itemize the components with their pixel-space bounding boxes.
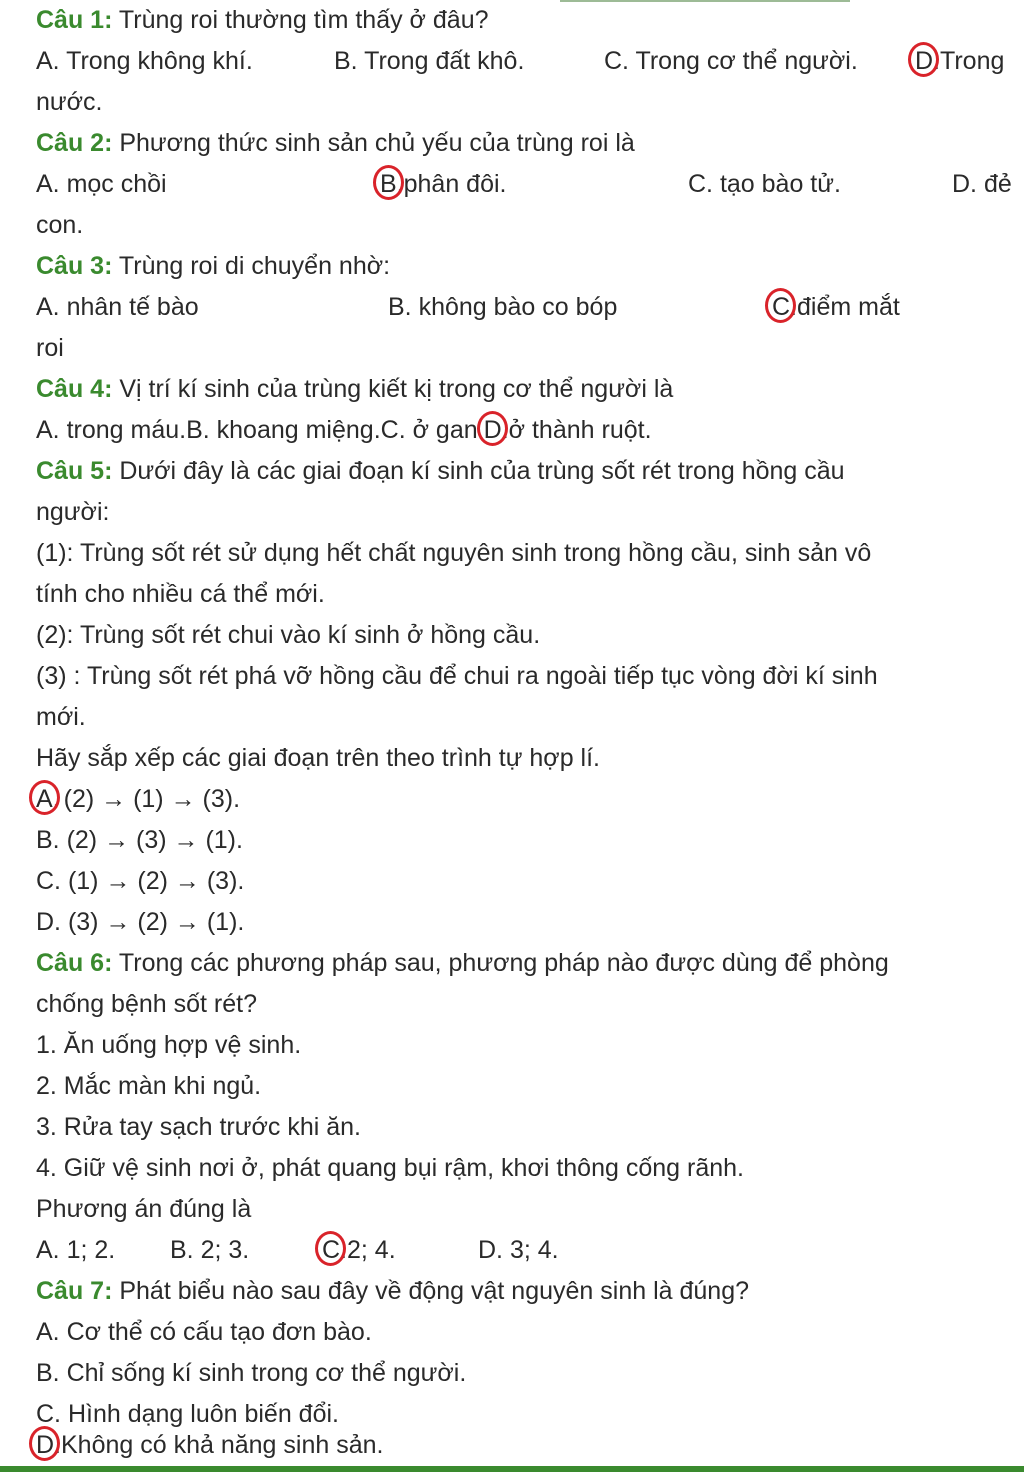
question-3-continuation bbox=[0, 328, 1024, 369]
question-2-continuation bbox=[0, 205, 1024, 246]
question-2-option-b bbox=[380, 164, 507, 205]
question-7-option-c: C. Hình dạng luôn biến đổi. bbox=[36, 1400, 339, 1428]
question-2-option-d: D. đẻ bbox=[952, 170, 1012, 198]
question-1-options bbox=[0, 41, 1024, 82]
question-1-option-d-text: Trong bbox=[940, 47, 1005, 75]
method-3-text: 3. Rửa tay sạch trước khi ăn. bbox=[36, 1113, 361, 1141]
question-4-option-d-text: ở thành ruột. bbox=[508, 416, 652, 444]
stage-1-text-cont: tính cho nhiều cá thể mới. bbox=[36, 580, 325, 608]
question-7-text: Phát biểu nào sau đây về động vật nguyên sinh là đúng? bbox=[112, 1277, 750, 1305]
question-2-text: Phương thức sinh sản chủ yếu của trùng roi là bbox=[112, 129, 635, 157]
question-2-line bbox=[0, 123, 1024, 164]
question-2-option-a: A. mọc chồi bbox=[36, 170, 167, 198]
method-4-text: 4. Giữ vệ sinh nơi ở, phát quang bụi rậm, khơi thông cống rãnh. bbox=[36, 1154, 744, 1182]
question-3-options bbox=[0, 287, 1024, 328]
question-4-options-abc: A. trong máu.B. khoang miệng.C. ở gan bbox=[36, 416, 478, 444]
question-2-option-d-cont: con. bbox=[36, 211, 84, 239]
question-7 bbox=[36, 1271, 749, 1312]
question-5-stage-1 bbox=[0, 533, 1024, 574]
question-7-option-d-line bbox=[0, 1425, 1024, 1466]
question-4-options-row bbox=[36, 410, 652, 451]
question-3-option-c-cont: roi bbox=[36, 334, 64, 362]
question-2-option-c: C. tạo bào tử. bbox=[688, 170, 841, 198]
question-6-method-3 bbox=[0, 1107, 1024, 1148]
question-5-stage-3-cont bbox=[0, 697, 1024, 738]
question-6-method-2 bbox=[0, 1066, 1024, 1107]
question-2 bbox=[36, 123, 635, 164]
question-6-text: Trong các phương pháp sau, phương pháp nào được dùng để phòng bbox=[112, 949, 889, 977]
question-4-label: Câu 4: bbox=[36, 375, 113, 403]
question-6-option-d: D. 3; 4. bbox=[478, 1236, 559, 1264]
question-6-line bbox=[0, 943, 1024, 984]
answer-circle: B. bbox=[380, 164, 404, 205]
question-5-text: Dưới đây là các giai đoạn kí sinh của trùng sốt rét trong hồng cầu bbox=[112, 457, 845, 485]
question-1 bbox=[36, 0, 489, 41]
question-5-line bbox=[0, 451, 1024, 492]
answer-circle: C. bbox=[772, 287, 797, 328]
method-1-text: 1. Ăn uống hợp vệ sinh. bbox=[36, 1031, 302, 1059]
question-5-stage-3 bbox=[0, 656, 1024, 697]
question-5-option-a-line bbox=[0, 779, 1024, 820]
question-6-label: Câu 6: bbox=[36, 949, 113, 977]
question-3-option-c bbox=[772, 287, 900, 328]
method-2-text: 2. Mắc màn khi ngủ. bbox=[36, 1072, 262, 1100]
question-3-option-c-text: điểm mắt bbox=[797, 293, 900, 321]
question-5-option-d-line bbox=[0, 902, 1024, 943]
question-1-text: Trùng roi thường tìm thấy ở đâu? bbox=[112, 6, 489, 34]
question-5-label: Câu 5: bbox=[36, 457, 113, 485]
question-7-option-d bbox=[36, 1425, 383, 1466]
stage-3-text-cont: mới. bbox=[36, 703, 86, 731]
question-1-label: Câu 1: bbox=[36, 6, 113, 34]
question-5-line-2 bbox=[0, 492, 1024, 533]
stage-2-text: (2): Trùng sốt rét chui vào kí sinh ở hồng cầu. bbox=[36, 621, 541, 649]
question-1-line bbox=[0, 0, 1024, 41]
question-5-stage-2 bbox=[0, 615, 1024, 656]
question-2-options bbox=[0, 164, 1024, 205]
question-5-option-b: B. (2) → (3) → (1). bbox=[36, 826, 243, 854]
question-3-option-a: A. nhân tế bào bbox=[36, 293, 199, 321]
question-6-method-4 bbox=[0, 1148, 1024, 1189]
question-4-line bbox=[0, 369, 1024, 410]
answer-circle: D. bbox=[484, 410, 509, 451]
question-3-option-b: B. không bào co bóp bbox=[388, 293, 618, 321]
question-7-option-a: A. Cơ thể có cấu tạo đơn bào. bbox=[36, 1318, 372, 1346]
question-1-continuation bbox=[0, 82, 1024, 123]
answer-circle: C. bbox=[322, 1230, 347, 1271]
question-1-option-c: C. Trong cơ thể người. bbox=[604, 47, 858, 75]
question-6-prompt bbox=[0, 1189, 1024, 1230]
answer-circle: A. bbox=[36, 779, 60, 820]
question-6-options bbox=[0, 1230, 1024, 1271]
stage-3-text: (3) : Trùng sốt rét phá vỡ hồng cầu để chui ra ngoài tiếp tục vòng đời kí sinh bbox=[36, 662, 878, 690]
question-3-line bbox=[0, 246, 1024, 287]
question-6-prompt-text: Phương án đúng là bbox=[36, 1195, 252, 1223]
question-4-options bbox=[0, 410, 1024, 451]
question-4-text: Vị trí kí sinh của trùng kiết kị trong cơ thể người là bbox=[112, 375, 674, 403]
question-3 bbox=[36, 246, 390, 287]
stage-1-text: (1): Trùng sốt rét sử dụng hết chất nguyên sinh trong hồng cầu, sinh sản vô bbox=[36, 539, 872, 567]
question-5-option-a-text: (2) → (1) → (3). bbox=[63, 785, 241, 813]
question-5-option-d: D. (3) → (2) → (1). bbox=[36, 908, 245, 936]
question-6-method-1 bbox=[0, 1025, 1024, 1066]
question-3-text: Trùng roi di chuyển nhờ: bbox=[112, 252, 391, 280]
question-6-option-c-text: 2; 4. bbox=[347, 1236, 396, 1264]
question-2-label: Câu 2: bbox=[36, 129, 113, 157]
bottom-bar bbox=[0, 1466, 1024, 1472]
question-6 bbox=[36, 943, 889, 984]
question-7-line bbox=[0, 1271, 1024, 1312]
question-2-option-b-text: phân đôi. bbox=[403, 170, 507, 198]
question-7-label: Câu 7: bbox=[36, 1277, 113, 1305]
question-5-text-2: người: bbox=[36, 498, 110, 526]
question-1-option-d bbox=[915, 41, 1004, 82]
question-6-line-2 bbox=[0, 984, 1024, 1025]
question-1-option-d-cont: nước. bbox=[36, 88, 103, 116]
question-1-option-a: A. Trong không khí. bbox=[36, 47, 253, 75]
question-5-option-a bbox=[36, 779, 240, 820]
question-4 bbox=[36, 369, 673, 410]
question-5 bbox=[36, 451, 845, 492]
question-7-option-b-line bbox=[0, 1353, 1024, 1394]
answer-circle: D. bbox=[36, 1425, 61, 1466]
question-5-option-c: C. (1) → (2) → (3). bbox=[36, 867, 245, 895]
question-7-option-a-line bbox=[0, 1312, 1024, 1353]
question-5-prompt bbox=[0, 738, 1024, 779]
question-5-prompt-text: Hãy sắp xếp các giai đoạn trên theo trình tự hợp lí. bbox=[36, 744, 601, 772]
question-6-text-2: chống bệnh sốt rét? bbox=[36, 990, 257, 1018]
question-7-option-b: B. Chỉ sống kí sinh trong cơ thể người. bbox=[36, 1359, 467, 1387]
question-6-option-b: B. 2; 3. bbox=[170, 1236, 250, 1264]
question-5-option-c-line bbox=[0, 861, 1024, 902]
question-1-option-b: B. Trong đất khô. bbox=[334, 47, 525, 75]
question-6-option-c bbox=[322, 1230, 396, 1271]
question-5-option-b-line bbox=[0, 820, 1024, 861]
answer-circle: D. bbox=[915, 41, 940, 82]
question-6-option-a: A. 1; 2. bbox=[36, 1236, 116, 1264]
question-3-label: Câu 3: bbox=[36, 252, 113, 280]
question-5-stage-1-cont bbox=[0, 574, 1024, 615]
question-7-option-d-text: Không có khả năng sinh sản. bbox=[61, 1431, 384, 1459]
